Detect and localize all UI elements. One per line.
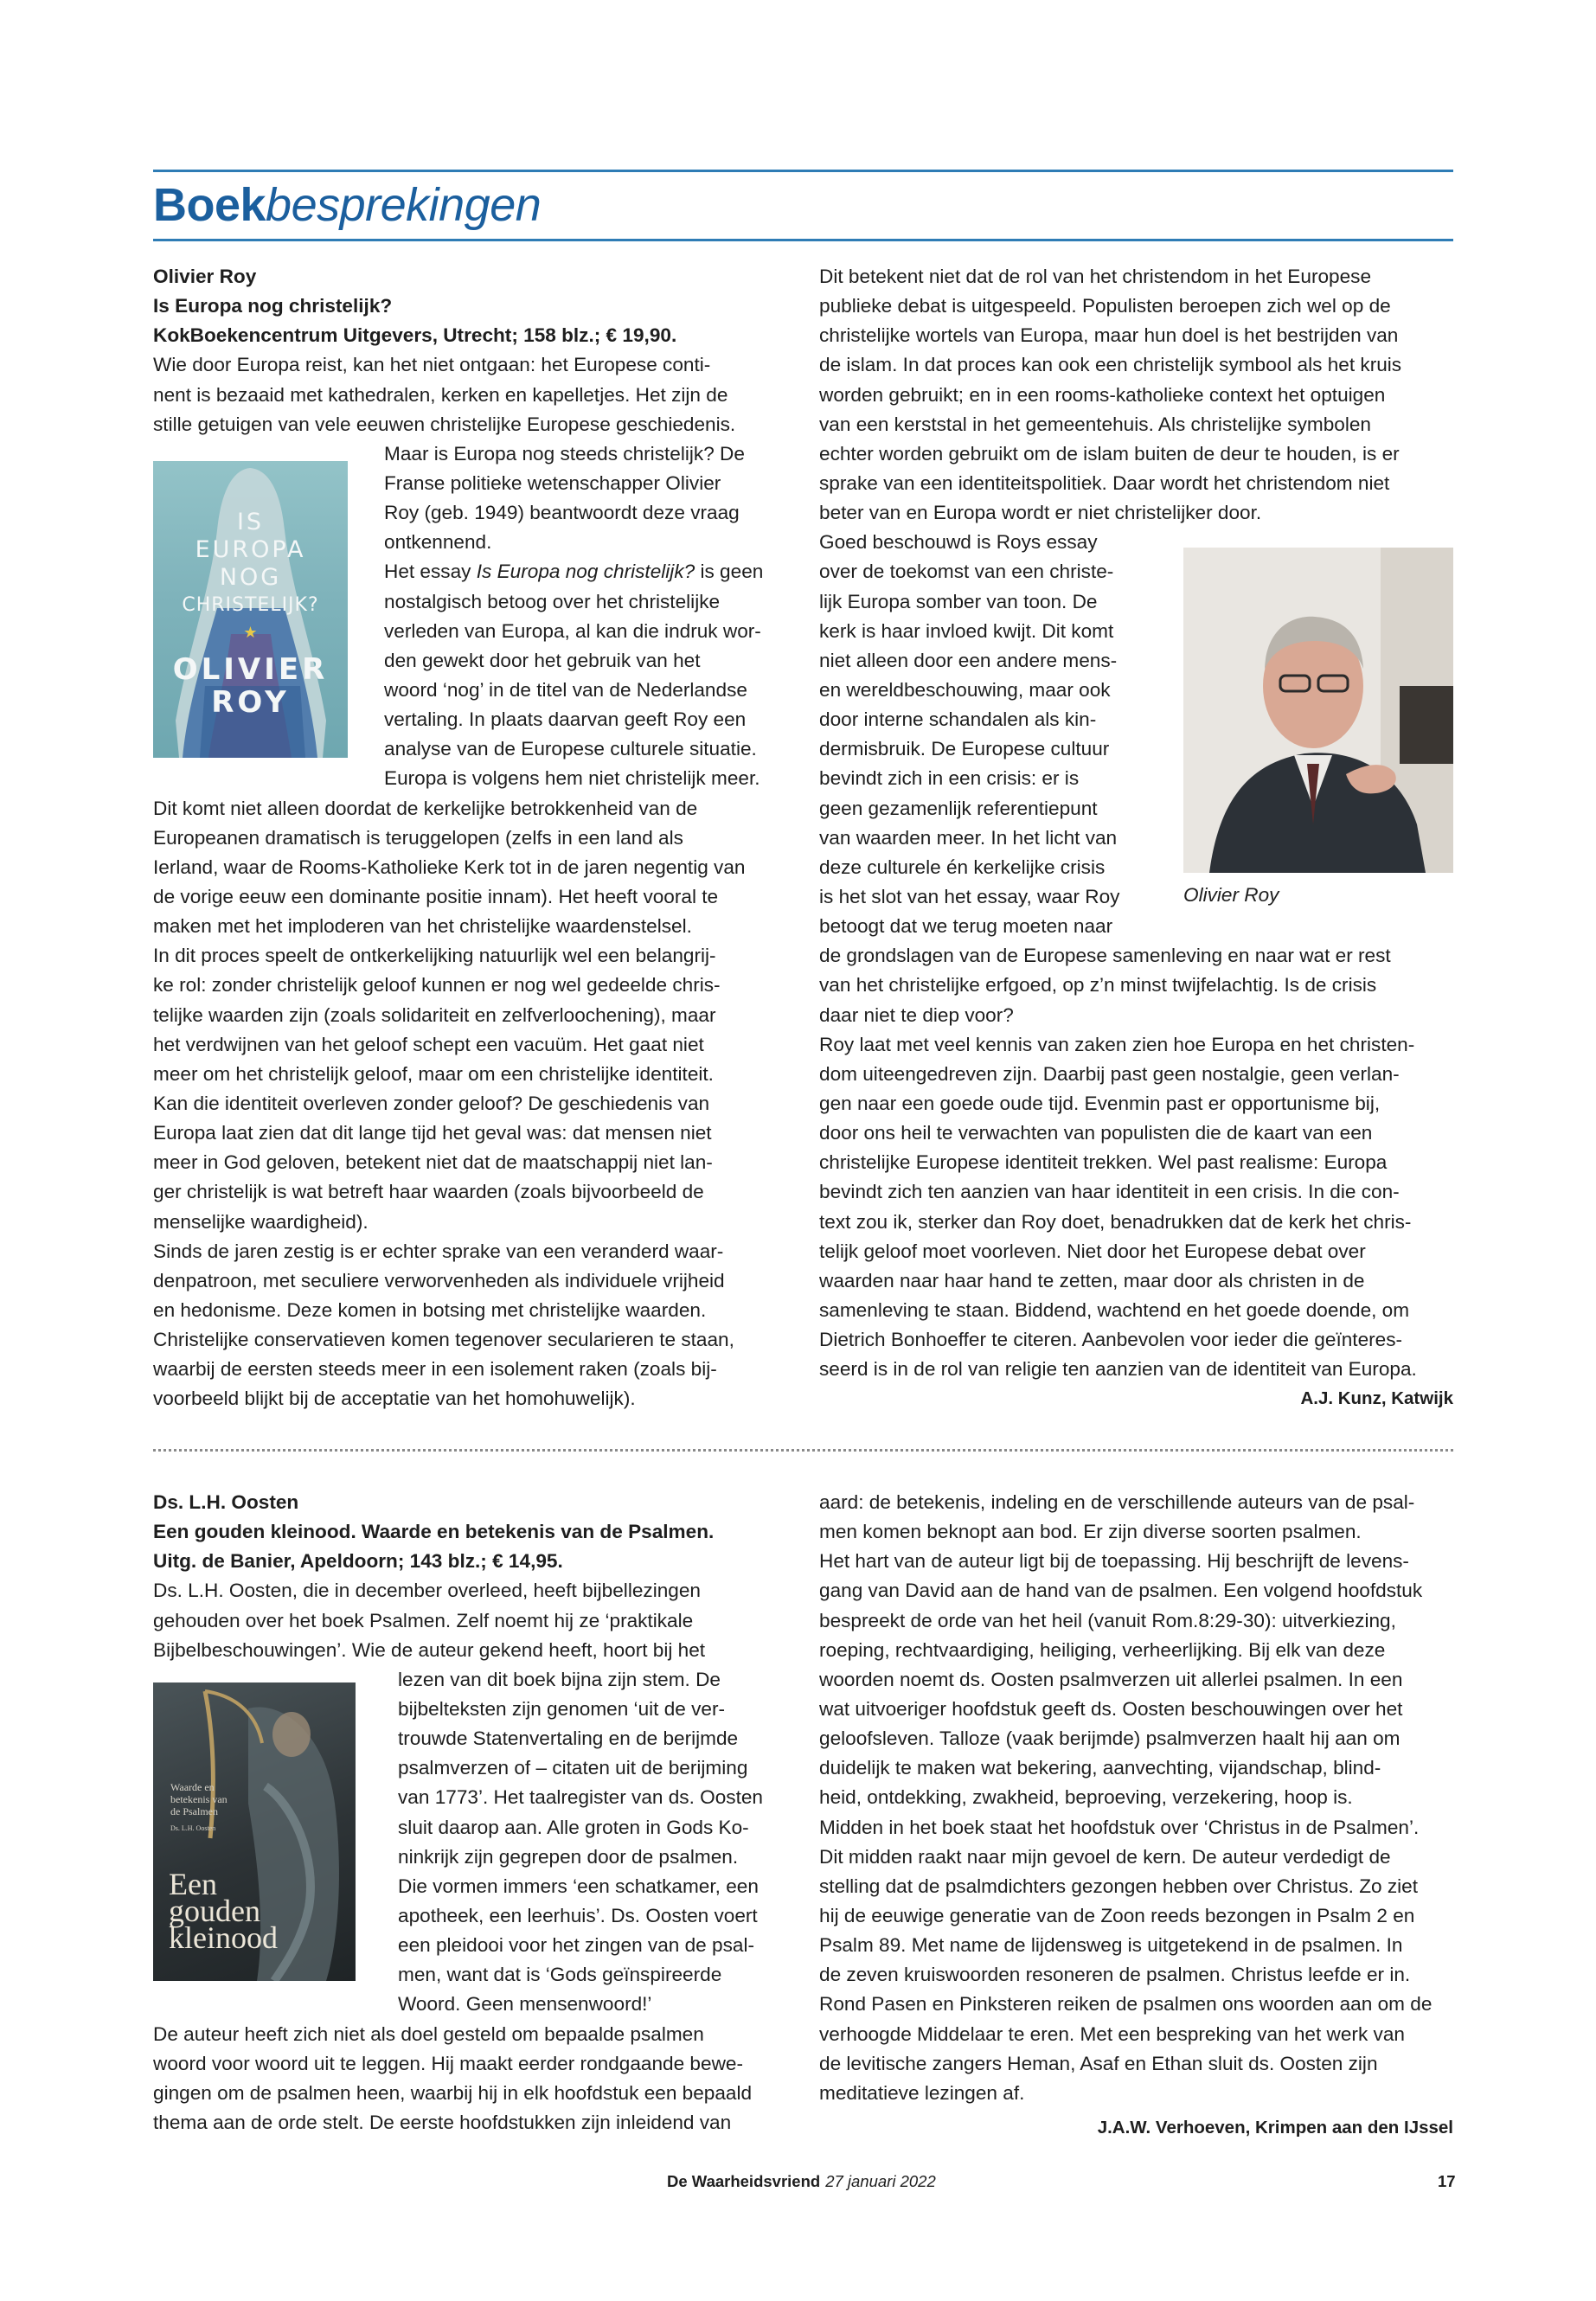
body-line: geen gezamenlijk referentiepunt <box>819 797 1098 819</box>
body-line: Woord. Geen mensenwoord!’ <box>398 1993 652 2016</box>
review2-publisher: Uitg. de Banier, Apeldoorn; 143 blz.; € 14,95. <box>153 1550 563 1573</box>
body-line: de islam. In dat proces kan ook een christelijk symbool als het kruis <box>819 354 1402 376</box>
body-line: door ons heil te verwachten van populisten die de kaart van een <box>819 1122 1373 1144</box>
body-line: gen naar een goede oude tijd. Evenmin past er opportunisme bij, <box>819 1092 1381 1114</box>
body-line: verhoogde Middelaar te eren. Met een bespreking van het werk van <box>819 2022 1405 2045</box>
body-line: dermisbruik. De Europese cultuur <box>819 738 1110 760</box>
body-line: bevindt zich in een crisis: er is <box>819 767 1080 790</box>
body-line: en wereldbeschouwing, maar ook <box>819 678 1111 701</box>
book-cover-is-europa <box>153 461 348 758</box>
body-line: ger christelijk is wat betreft haar waarden (zoals bijvoorbeeld de <box>153 1181 704 1203</box>
body-line: telijk geloof moet voorleven. Niet door het Europese debat over <box>819 1240 1366 1262</box>
body-line: Roy (geb. 1949) beantwoordt deze vraag <box>384 502 740 524</box>
body-line: woord voor woord uit te leggen. Hij maakt eerder rondgaande bewe- <box>153 2052 743 2074</box>
body-line: publieke debat is uitgespeeld. Populisten beroepen zich wel op de <box>819 295 1391 317</box>
cover-subtitle-line: betekenis van <box>170 1793 228 1805</box>
body-line: sluit daarop aan. Alle groten in Gods Ko- <box>398 1816 749 1838</box>
body-line: Wie door Europa reist, kan het niet ontgaan: het Europese conti- <box>153 354 711 376</box>
body-line: roeping, rechtvaardiging, heiliging, verheerlijking. Bij elk van deze <box>819 1638 1386 1661</box>
review1-reviewer: A.J. Kunz, Katwijk <box>1300 1388 1453 1409</box>
body-line: gingen om de psalmen heen, waarbij hij in elk hoofdstuk een bepaald <box>153 2081 753 2104</box>
body-line: heid, ontdekking, zwakheid, beproeving, verzekering, hoop is. <box>819 1786 1353 1809</box>
body-line: over de toekomst van een christe- <box>819 561 1114 583</box>
body-line: duidelijk te maken wat bekering, aanvechting, vijandschap, blind- <box>819 1757 1381 1779</box>
cover-title-line: kleinood <box>169 1920 278 1955</box>
body-line: een pleidooi voor het zingen van de psal- <box>398 1934 754 1957</box>
body-line: van het christelijke erfgoed, op z’n minst twijfelachtig. Is de crisis <box>819 974 1377 997</box>
photo-illustration <box>1183 548 1453 873</box>
cover-title-line: CHRISTELIJK? <box>182 594 319 616</box>
body-line: Christelijke conservatieven komen tegenover secularieren te staan, <box>153 1329 734 1351</box>
body-line: woord ‘nog’ in de titel van de Nederlandse <box>384 678 747 701</box>
body-line: niet alleen door een andere mens- <box>819 649 1118 671</box>
section-title-bold: Boek <box>153 179 266 231</box>
cover-author-line: ROY <box>211 685 290 720</box>
body-line: geloofsleven. Talloze (vaak berijmde) psalmverzen haalt hij aan om <box>819 1727 1401 1750</box>
body-line: ninkrijk zijn gegrepen door de psalmen. <box>398 1845 739 1868</box>
body-line: Psalm 89. Met name de lijdensweg is uitgetekend in de psalmen. In <box>819 1934 1403 1957</box>
body-line: Die vormen immers ‘een schatkamer, een <box>398 1875 759 1897</box>
body-line: beter van en Europa wordt er niet christelijker door. <box>819 502 1262 524</box>
body-line: meditatieve lezingen af. <box>819 2081 1025 2104</box>
body-line: Europa is volgens hem niet christelijk meer. <box>384 767 760 790</box>
cover-title-line: gouden <box>169 1894 260 1928</box>
body-line: bespreekt de orde van het heil (vanuit Rom.8:29-30): uitverkiezing, <box>819 1609 1396 1631</box>
footer-publication <box>667 2171 936 2192</box>
body-line: Dit komt niet alleen doordat de kerkelijke betrokkenheid van de <box>153 797 698 819</box>
body-line: het verdwijnen van het geloof schept een vacuüm. Het gaat niet <box>153 1033 704 1055</box>
body-line: dom uiteengedreven zijn. Daarbij past geen nostalgie, geen verlan- <box>819 1062 1400 1085</box>
body-line: ontkennend. <box>384 531 492 554</box>
text-run: is geen <box>695 561 764 583</box>
cover-title-line: EUROPA <box>195 536 306 563</box>
page-number: 17 <box>1438 2172 1456 2190</box>
section-title <box>153 172 541 238</box>
cover-title <box>153 509 348 619</box>
body-line: Bijbelbeschouwingen’. Wie de auteur gekend heeft, hoort bij het <box>153 1638 706 1661</box>
body-line: Europa laat zien dat dit lange tijd het geval was: dat mensen niet <box>153 1122 712 1144</box>
review2-right-column <box>819 1488 1453 2143</box>
author-photo-olivier-roy <box>1183 548 1453 873</box>
body-line: gehouden over het boek Psalmen. Zelf noemt hij ze ‘praktikale <box>153 1609 694 1631</box>
cover-title <box>169 1867 342 1955</box>
review1-left-column <box>153 262 763 1413</box>
body-line: psalmverzen of – citaten uit de berijming <box>398 1757 748 1779</box>
body-line: christelijke Europese identiteit trekken. Wel past realisme: Europa <box>819 1151 1388 1174</box>
cover-author <box>153 653 348 719</box>
body-line: Ds. L.H. Oosten, die in december overleed, heeft bijbellezingen <box>153 1580 701 1602</box>
body-line: seerd is in de rol van religie ten aanzien van de identiteit van Europa. <box>819 1358 1417 1381</box>
body-line: waarbij de eersten steeds meer in een isolement raken (zoals bij- <box>153 1358 717 1381</box>
section-title-light: besprekingen <box>266 179 542 231</box>
body-line: woorden noemt ds. Oosten psalmverzen uit allerlei psalmen. In een <box>819 1668 1403 1690</box>
body-line: Rond Pasen en Pinksteren reiken de psalmen ons woorden aan om de <box>819 1993 1433 2016</box>
body-line: verleden van Europa, al kan die indruk wor- <box>384 619 761 642</box>
text-run: Het essay <box>384 561 477 583</box>
body-line: voorbeeld blijkt bij de acceptatie van het homohuwelijk). <box>153 1388 636 1410</box>
body-line: meer om het christelijk geloof, maar om een christelijke identiteit. <box>153 1062 714 1085</box>
review2-author: Ds. L.H. Oosten <box>153 1491 299 1513</box>
body-line: Maar is Europa nog steeds christelijk? De <box>384 442 745 465</box>
book-title-italic: Is Europa nog christelijk? <box>476 561 695 583</box>
body-line: en hedonisme. Deze komen in botsing met christelijke waarden. <box>153 1298 707 1321</box>
body-line: nent is bezaaid met kathedralen, kerken en kapelletjes. Het zijn de <box>153 383 728 406</box>
body-line: bijbelteksten zijn genomen ‘uit de ver- <box>398 1697 726 1720</box>
body-line: ke rol: zonder christelijk geloof kunnen er nog wel gedeelde chris- <box>153 974 721 997</box>
body-line: analyse van de Europese culturele situatie. <box>384 738 757 760</box>
body-line: samenleving te staan. Biddend, wachtend en het goede doende, om <box>819 1298 1410 1321</box>
review2-reviewer: J.A.W. Verhoeven, Krimpen aan den IJssel <box>1097 2117 1453 2138</box>
body-line: kerk is haar invloed kwijt. Dit komt <box>819 619 1114 642</box>
body-line: meer in God geloven, betekent niet dat de maatschappij niet lan- <box>153 1151 713 1174</box>
body-line: Dit midden raakt naar mijn gevoel de kern. De auteur verdedigt de <box>819 1845 1391 1868</box>
body-line: van 1773’. Het taalregister van ds. Oosten <box>398 1786 763 1809</box>
body-line: apotheek, een leerhuis’. Ds. Oosten voert <box>398 1904 758 1926</box>
cover-title-line: IS <box>236 509 265 535</box>
body-line: nostalgisch betoog over het christelijke <box>384 590 721 612</box>
cover-subtitle <box>170 1781 266 1835</box>
body-line: maken met het imploderen van het christelijke waardenstelsel. <box>153 915 692 938</box>
body-line: menselijke waardigheid). <box>153 1210 369 1233</box>
body-line: Kan die identiteit overleven zonder geloof? De geschiedenis van <box>153 1092 710 1114</box>
header-rule-bottom <box>153 239 1453 241</box>
body-line: worden gebruikt; en in een rooms-katholieke context het optuigen <box>819 383 1386 406</box>
body-line: deze culturele én kerkelijke crisis <box>819 856 1106 878</box>
body-line: door interne schandalen als kin- <box>819 708 1097 731</box>
body-line: echter worden gebruikt om de islam buiten de deur te houden, is er <box>819 442 1400 465</box>
body-line: de levitische zangers Heman, Asaf en Ethan sluit ds. Oosten zijn <box>819 2052 1378 2074</box>
body-line: Dit betekent niet dat de rol van het christendom in het Europese <box>819 266 1372 287</box>
body-line: denpatroon, met seculiere verworvenheden als individuele vrijheid <box>153 1269 725 1292</box>
body-line: Ierland, waar de Rooms-Katholieke Kerk tot in de jaren negentig van <box>153 856 746 878</box>
review1-author: Olivier Roy <box>153 266 257 287</box>
body-line: aard: de betekenis, indeling en de verschillende auteurs van de psal- <box>819 1491 1415 1513</box>
body-line: daar niet te diep voor? <box>819 1003 1014 1026</box>
body-line: stille getuigen van vele eeuwen christelijke Europese geschiedenis. <box>153 413 736 435</box>
body-line: vertaling. In plaats daarvan geeft Roy een <box>384 708 747 731</box>
body-line: bevindt zich ten aanzien van haar identiteit in een crisis. In die con- <box>819 1181 1400 1203</box>
body-line: thema aan de orde stelt. De eerste hoofdstukken zijn inleidend van <box>153 2111 732 2133</box>
photo-caption: Olivier Roy <box>1183 884 1279 906</box>
body-line: lijk Europa somber van toon. De <box>819 590 1098 612</box>
body-line: text zou ik, sterker dan Roy doet, benadrukken dat de kerk het chris- <box>819 1210 1412 1233</box>
cover-author: Ds. L.H. Oosten <box>170 1824 216 1832</box>
body-line: den gewekt door het gebruik van het <box>384 649 701 671</box>
body-line: men komen beknopt aan bod. Er zijn diverse soorten psalmen. <box>819 1521 1362 1543</box>
body-line: Roy laat met veel kennis van zaken zien hoe Europa en het christen- <box>819 1033 1415 1055</box>
body-line: In dit proces speelt de ontkerkelijking natuurlijk wel een belangrij- <box>153 945 716 967</box>
body-line: christelijke wortels van Europa, maar hun doel is het bestrijden van <box>819 324 1399 347</box>
body-line: hij de eeuwige generatie van de Zoon reeds bezongen in Psalm 2 en <box>819 1904 1415 1926</box>
body-line: van waarden meer. In het licht van <box>819 826 1118 849</box>
body-line: wat uitvoeriger hoofdstuk geeft ds. Oosten beschouwingen over het <box>819 1697 1403 1720</box>
cover-author-line: OLIVIER <box>172 652 329 687</box>
book-cover-een-gouden-kleinood <box>153 1682 356 1981</box>
body-line: de grondslagen van de Europese samenleving en naar wat er rest <box>819 945 1391 967</box>
cover-title-line: NOG <box>219 564 282 591</box>
body-line: De auteur heeft zich niet als doel gesteld om bepaalde psalmen <box>153 2022 704 2045</box>
body-line: gang van David aan de hand van de psalmen. Een volgend hoofdstuk <box>819 1580 1423 1602</box>
body-line: de zeven kruiswoorden resoneren de psalmen. Christus leefde er in. <box>819 1964 1411 1986</box>
body-line: Midden in het boek staat het hoofdstuk over ‘Christus in de Psalmen’. <box>819 1816 1420 1838</box>
section-divider <box>153 1449 1453 1452</box>
footer-date: 27 januari 2022 <box>825 2172 936 2190</box>
body-line: Europeanen dramatisch is teruggelopen (zelfs in een land als <box>153 826 683 849</box>
body-line: Goed beschouwd is Roys essay <box>819 531 1098 554</box>
cover-title-line: Een <box>169 1867 217 1901</box>
body-line: lezen van dit boek bijna zijn stem. De <box>398 1668 721 1690</box>
body-line: de vorige eeuw een dominante positie innam). Het heeft vooral te <box>153 885 719 907</box>
body-line: sprake van een identiteitspolitiek. Daar wordt het christendom niet <box>819 471 1390 494</box>
review1-book-title: Is Europa nog christelijk? <box>153 295 393 317</box>
cover-subtitle-line: de Psalmen <box>170 1805 218 1817</box>
body-line: men, want dat is ‘Gods geïnspireerde <box>398 1964 722 1986</box>
body-line: Franse politieke wetenschapper Olivier <box>384 471 721 494</box>
review2-book-title: Een gouden kleinood. Waarde en betekenis van de Psalmen. <box>153 1521 715 1543</box>
body-line: stelling dat de psalmdichters gezongen hebben over Christus. Zo ziet <box>819 1875 1419 1897</box>
body-line: is het slot van het essay, waar Roy <box>819 885 1120 907</box>
body-line: telijke waarden zijn (zoals solidariteit en zelfverloochening), maar <box>153 1003 716 1026</box>
cover-subtitle-line: Waarde en <box>170 1781 215 1793</box>
body-line: trouwde Statenvertaling en de berijmde <box>398 1727 739 1750</box>
footer-magazine: De Waarheidsvriend <box>667 2172 821 2190</box>
body-line: Het hart van de auteur ligt bij de toepassing. Hij beschrijft de levens- <box>819 1550 1409 1573</box>
body-line: betoogt dat we terug moeten naar <box>819 915 1113 938</box>
body-line: Sinds de jaren zestig is er echter sprake van een veranderd waar- <box>153 1240 724 1262</box>
body-line: waarden naar haar hand te zetten, maar door als christen in de <box>819 1269 1365 1292</box>
star-icon: ★ <box>243 624 258 642</box>
body-line: Dietrich Bonhoeffer te citeren. Aanbevolen voor ieder die geïnteres- <box>819 1329 1403 1351</box>
body-line: van een kerststal in het gemeentehuis. Als christelijke symbolen <box>819 413 1371 435</box>
review1-publisher: KokBoekencentrum Uitgevers, Utrecht; 158 blz.; € 19,90. <box>153 324 677 347</box>
